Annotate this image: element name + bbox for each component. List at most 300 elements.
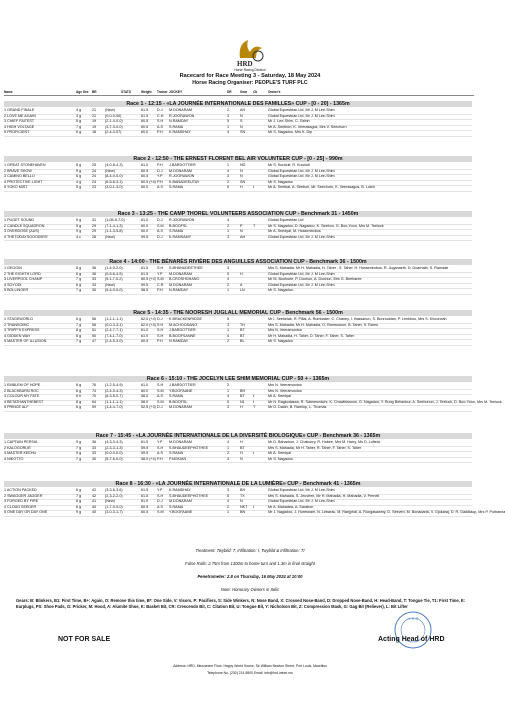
runner-rating: 41 (92, 499, 97, 504)
runner-name: 3 CAMINO BELLO (4, 174, 35, 179)
runner-draw: 3 (227, 266, 230, 270)
runner-gear: H (240, 405, 243, 410)
runner-gear: BN (240, 510, 246, 515)
runner-age-sex: 6 g (76, 317, 82, 321)
runner-trainer: A.S (157, 185, 163, 190)
runner-form: (1-4-4-7-0) (105, 405, 123, 410)
runner-trainer: S.M (157, 277, 164, 282)
runner-age-sex: 7 g (76, 493, 82, 498)
runner-row (4, 235, 472, 242)
runner-cb: T (253, 223, 256, 228)
runner-draw: 1 (227, 388, 230, 393)
runner-weight: 52.5 (+3) (141, 405, 156, 410)
runner-jockey: M.DONARAM (169, 499, 192, 504)
col-jockey: JOCKEY (169, 90, 183, 94)
runner-form: (1-1-1-1-1) (105, 317, 123, 321)
runner-age-sex: 7 g (76, 445, 82, 450)
runner-name: 1 GREAT STONEHAVEN (4, 163, 46, 167)
runner-jockey: S.BHAUDEEPHOTHEE (169, 493, 209, 498)
runner-age-sex: 9 g (76, 229, 82, 234)
runner-jockey: S.BHANUDEETHEE (169, 266, 203, 270)
runner-gear: BT (240, 445, 245, 450)
runner-trainer: Y.P (157, 271, 163, 276)
runner-draw: 3 (227, 322, 230, 327)
runner-name: 3 COLOUR MY FATE (4, 394, 40, 399)
col-gear: Gear (240, 90, 248, 94)
runner-draw: 2 (227, 108, 230, 112)
runner-age-sex: 4 g (76, 113, 82, 118)
runner-owner: Mr J. Lee-Shim, C. Gebin (268, 119, 310, 124)
runner-age-sex: 8 g (76, 163, 82, 167)
runner-name: 5 PROFICIENT (4, 130, 30, 135)
runner-weight: 61.0 (141, 333, 149, 338)
runner-age-sex: 9 g (76, 451, 82, 456)
runner-draw: 4 (227, 440, 230, 444)
hrd-logo (232, 34, 268, 68)
runner-trainer: C.H (157, 113, 164, 118)
runner-row (4, 185, 472, 192)
runner-rating: 36 (92, 266, 97, 270)
runner-gear: H (240, 185, 243, 190)
runner-weight: 60.5 (141, 168, 149, 173)
runner-owner: Mr N. Ragkodasan, R. Sammunduhr, K. Chowtkissoon, G. Nagadoo, Y. Rung Behadour, A. Seebunun, J. Teeluck, D. Boo-Yoon, Mrs M. Teeluck (268, 399, 502, 404)
runner-form: (1-4-0-2-0) (105, 266, 123, 270)
runner-owner: Mr J. Nagadoo, J. Huresnam, N. Lebarac, M. Ranjphal, A. Rungasawmy, D. Seeven, M. Bonadarta, V. Gjokaraj, D. R. Gaddiaup, Mrs P. Puthanna (268, 510, 505, 515)
runner-age-sex: 6 g (76, 130, 82, 135)
runner-jockey: M.DONARAM (169, 405, 192, 410)
race-header: Race 6 - 15:10 - THE JOCELYN LEE SHIM MEMORIAL CUP - 50 + - 1365m (4, 376, 472, 382)
runner-form: (3-3-6-3-6) (105, 488, 123, 492)
runner-owner: Mrs S. Mahadia, S. Jeuveen, Mr H. Mahadia, H. Mahadia, V. Pernell (268, 493, 380, 498)
runner-weight: 62.0 (+4) (141, 322, 156, 327)
runner-owner: Mr A. Seedyal, M. Hossenbobus (268, 229, 321, 234)
col-stats: STATS (121, 90, 131, 94)
runner-draw: 2 (227, 383, 230, 387)
runner-row (4, 339, 472, 346)
runner-rating: 19 (92, 124, 97, 129)
footer-telephone: Telephone No. (230) 214 8800 Email: info@hrd.intnet.mu (207, 671, 293, 675)
runner-jockey: K.RAMSAMY (169, 234, 192, 239)
not-for-sale: NOT FOR SALE (58, 636, 111, 643)
runner-jockey: P.NOKIAN (169, 456, 187, 461)
runner-trainer: Y.P (157, 440, 163, 444)
runner-owner: Mr S. Nagadoo (268, 288, 293, 293)
runner-gear: N (240, 124, 243, 129)
runner-name: 5 ONE DAY OR DAY ONE (4, 510, 48, 515)
runner-jockey: M.ACHOOSANO (169, 322, 198, 327)
runner-weight: 60.5 (141, 504, 149, 509)
col-draw: DR (227, 90, 232, 94)
runner-weight: 60.0 (141, 223, 149, 228)
runner-form: (5-1-7-0-2) (105, 277, 123, 282)
runner-form: (1-2-5-4-9) (105, 383, 123, 387)
runner-age-sex: 5 g (76, 185, 82, 190)
runner-gear: S (240, 119, 243, 124)
runner-weight: 58.0 (141, 394, 149, 399)
runner-gear: N (240, 229, 243, 234)
runner-name: 4 CLOUD SEEDER (4, 504, 37, 509)
runner-jockey: S.RAMA (169, 229, 184, 234)
runner-age-sex: 4 c (76, 234, 81, 239)
runner-name: 4 BETATHANTHEBEST (4, 399, 44, 404)
runner-cb: t (253, 394, 255, 399)
runner-trainer: P.H (157, 163, 163, 167)
runner-owner: Mr A. Seetbon, K. Veerasagos, Mrs V. Seechurn (268, 124, 347, 129)
footer-address: Address: HRD, Mezzanine Floor, Happy World House, Sir William Newton Street, Port Louis, Mauritius (173, 664, 327, 668)
runner-trainer: C.R (157, 282, 164, 287)
runner-form: (2-4-0-4-3) (105, 388, 123, 393)
runner-gear: BH (240, 488, 246, 492)
runner-rating: 30 (92, 288, 97, 293)
runner-form: (3-7-3-0-0) (105, 124, 123, 129)
runner-name: 3 LIVERPOOL CHAMP (4, 277, 43, 282)
race-header: Race 4 - 14:00 - THE BÉNARÈS RIVIÈRE DES ANGUILLES ASSOCIATION CUP - Benchmark 36 - 1500m (4, 259, 472, 265)
runner-cb: t (253, 399, 255, 404)
runner-owner: Mr I. Seebelak, R. Pillai, A. Rumbaker, C. Chaney, I. Hassanun, S. Bunnoddan, P. Lenkboo, Mrs S. Khooneah (268, 317, 447, 321)
runner-jockey: S.RAMA (169, 185, 184, 190)
runner-rating: 76 (92, 383, 97, 387)
runner-trainer: A.S (157, 504, 163, 509)
runner-weight: 59.5 (141, 282, 149, 287)
runner-gear: N (240, 499, 243, 504)
runner-name: 1 ACTION PACKED (4, 488, 37, 492)
runner-trainer: D.J (157, 168, 163, 173)
race-header: Race 1 - 12:15 - «LA JOURNÉE INTERNATIONALE DES FAMILLES» CUP - [0 - 20] - 1365m (4, 101, 472, 107)
runner-draw: 3 (227, 456, 230, 461)
runner-form: (3-0-3-1-7) (105, 510, 123, 515)
runner-weight: 61.5 (141, 266, 149, 270)
runner-jockey: J.BARDOTTIER (169, 383, 196, 387)
runner-weight: 61.5 (141, 488, 149, 492)
runner-owner: Global Equestrian Ltd, Mr J. M Lee-Shim (268, 499, 335, 504)
runner-rating: 47 (92, 339, 97, 344)
runner-age-sex: 8 g (76, 266, 82, 270)
runner-age-sex: 6 g (76, 388, 82, 393)
runner-row (4, 457, 472, 464)
runner-name: 5 YOKO MIST (4, 185, 28, 190)
runner-rating: 42 (92, 493, 97, 498)
runner-age-sex: 6 g (76, 504, 82, 509)
runner-weight: 61.0 (141, 218, 149, 222)
runner-weight: 59.5 (141, 451, 149, 456)
runner-rating: 70 (92, 394, 97, 399)
runner-rating: 18 (92, 130, 97, 135)
runner-age-sex: 4 g (76, 179, 82, 184)
runner-draw: 1 (227, 124, 230, 129)
runner-form: (0-0-0-0-0) (105, 451, 123, 456)
runner-age-sex: 6 g (76, 333, 82, 338)
runner-gear: SN (240, 179, 246, 184)
runner-rating: 64 (92, 399, 97, 404)
runner-age-sex: 9 g (76, 510, 82, 515)
runner-owner: Global Equestrian Ltd, Mr J. M Lee-Shim (268, 271, 335, 276)
runner-draw: 3 (227, 174, 230, 179)
runner-form: (4-0-8-4-3) (105, 163, 123, 167)
runner-age-sex: 6 g (76, 405, 82, 410)
runner-draw: 1 (227, 510, 230, 515)
runner-weight: 59.5 (141, 445, 149, 450)
col-cb: Cb (253, 90, 258, 94)
runner-trainer: S.H (157, 266, 164, 270)
runner-weight: 60.5 (+4) (141, 179, 156, 184)
runner-rating: 51 (92, 328, 97, 333)
race-header: Race 5 - 14:35 - THE NOORESH JUGLALL MEMORIAL CUP - Benchmark 56 - 1500m (4, 310, 472, 316)
runner-owner: Mr D. Dadin, B. Ramlup, L. Thomas (268, 405, 327, 410)
runner-owner: Mr M. Boohuee, P. Doohun, A. Doohun, Mrs G. Beeharee (268, 277, 362, 282)
runner-name: 4 HIGH VOLTAGE (4, 124, 35, 129)
runner-jockey: M.DONARAM (169, 108, 192, 112)
runner-owner: Global Equestrian Ltd, Mr J. M Lee-Shim (268, 113, 335, 118)
runner-row (4, 288, 472, 295)
runner-age-sex: 6 g (76, 174, 82, 179)
runner-name: 2 SWAGGER JAGGER (4, 493, 43, 498)
runner-trainer: P.H (157, 339, 163, 344)
runner-jockey: B.BOOFSL (169, 223, 188, 228)
runner-gear: TX (240, 493, 245, 498)
racecard-title: Racecard for Race Meeting 3 - Saturday, 18 May 2024 (179, 73, 321, 79)
runner-form: (New) (105, 234, 115, 239)
runner-rating: 42 (92, 488, 97, 492)
runner-gear: TH (240, 322, 245, 327)
treatment-note: Treatment: Twybild: T, Infiltration: I, Twybild & Infiltration: TI (195, 548, 305, 553)
runner-age-sex: 8 g (76, 328, 82, 333)
runner-owner: Global Equestrian Ltd, Mr J. M Lee-Shim (268, 174, 335, 179)
runner-weight: 60.5 (141, 124, 149, 129)
runner-trainer: S.M (157, 223, 164, 228)
runner-row (4, 405, 472, 412)
runner-weight: 60.5 (141, 339, 149, 344)
runner-rating: 24 (92, 179, 97, 184)
runner-age-sex: 8 g (76, 383, 82, 387)
runner-trainer: S.M (157, 388, 164, 393)
runner-form: (8-4-0-0-0) (105, 174, 123, 179)
runner-rating: 33 (92, 445, 97, 450)
runner-rating: 36 (92, 440, 97, 444)
runner-owner: Mrs S. Mahadia, Mr H. Taher, R. Taher, F. Taher, S. Taher (268, 445, 362, 450)
runner-form: (2-4-0-07) (105, 130, 122, 135)
runner-gear: H (240, 440, 243, 444)
runner-jockey: N.RAMDAY (169, 339, 189, 344)
runner-draw: 1 (227, 288, 230, 293)
runner-trainer: D.J (157, 108, 163, 112)
runner-draw: 4 (227, 130, 230, 135)
runner-form: (5-4-0-0-0) (105, 288, 123, 293)
runner-owner: Global Equestrian Ltd, Mr J. M Lee-Shim (268, 108, 335, 112)
runner-gear: BT (240, 333, 245, 338)
runner-draw: 4 (227, 277, 230, 282)
runner-age-sex: 4 g (76, 108, 82, 112)
runner-draw: 3 (227, 488, 230, 492)
runner-form: (7-1-4-1-3) (105, 223, 123, 228)
runner-form: (1-7-0-0-0) (105, 504, 123, 509)
runner-rating: 33 (92, 277, 97, 282)
runner-draw: 5 (227, 119, 230, 124)
runner-gear: P (240, 223, 243, 228)
runner-name: 4 GIDDEN WAY (4, 333, 31, 338)
runner-form: (New) (105, 168, 115, 173)
runner-age-sex: 7 g (76, 339, 82, 344)
runner-gear: NKT (240, 504, 248, 509)
runner-name: 5 PRINCE ALF (4, 405, 29, 410)
runner-draw: 5 (227, 271, 230, 276)
runner-cb: t (253, 451, 255, 456)
runner-draw: 1 (227, 163, 230, 167)
runner-rating: 29 (92, 229, 97, 234)
runner-gear: N (240, 174, 243, 179)
runner-trainer: P.H (157, 456, 163, 461)
col-weight: Weight (141, 90, 152, 94)
runner-form: (0-0-3-3-1) (105, 322, 123, 327)
runner-weight: 61.5 (141, 271, 149, 276)
runner-rating: 31 (92, 218, 97, 222)
runner-name: 1 EMBLEM OF HOPE (4, 383, 41, 387)
runner-rating: 59 (92, 405, 97, 410)
runner-age-sex: 6 g (76, 488, 82, 492)
runner-name: 3 OVERDOSE (AUS) (4, 229, 40, 234)
runner-jockey: K.RAMDHAY (169, 130, 191, 135)
false-rails-note: False Rails: 2.75m from 1300m to home turn and 1.3m in final straight (185, 561, 315, 566)
runner-weight: 61.0 (141, 328, 149, 333)
runner-draw: 5 (227, 493, 230, 498)
runner-gear: AH (240, 234, 246, 239)
runner-trainer: D.J (157, 234, 163, 239)
runner-owner: Mrs S. Mahadia, Mr H. Mahadia, O. Ramroukun, B. Taher, S. Ramo (268, 322, 378, 327)
runner-gear: H (240, 271, 243, 276)
runner-gear: N (240, 456, 243, 461)
runner-trainer: S.M (157, 399, 164, 404)
runner-rating: 50 (92, 333, 97, 338)
runner-weight: 60.5 (141, 119, 149, 124)
runner-gear: N (240, 168, 243, 173)
runner-form: (6-5-6-3-1) (105, 179, 123, 184)
runner-name: 2 LOVE ME AGAIN (4, 113, 36, 118)
race-header: Race 8 - 16:30 - «LA JOURNÉE INTERNATIONALE DE LA LUMIÈRE» CUP - Benchmark 41 - 1365m (4, 481, 472, 487)
col-horse: Name (4, 90, 13, 94)
runner-owner: Mr S. Nagadoo (268, 179, 293, 184)
runner-name: 5 MASTER OF ILLUSION (4, 339, 47, 344)
runner-age-sex: 7 g (76, 124, 82, 129)
runner-name: 4 PROTECTIVE LIGHT (4, 179, 43, 184)
runner-row (4, 510, 505, 517)
runner-trainer: A.S (157, 394, 163, 399)
runner-name: 2 BRAVE SHOW (4, 168, 32, 173)
runner-rating: 24 (92, 168, 97, 173)
stamp-text: H R D (407, 616, 419, 621)
runner-rating: 56 (92, 317, 97, 321)
col-rtg: BR (92, 90, 97, 94)
runner-jockey: M.DONARAM (169, 282, 192, 287)
runner-form: (2-4-7-7-1) (105, 328, 123, 333)
runner-owner: Mr S. Nagadoo, D. Nagadoo, K. Seebon, G. Boo-Yoon, Mrs M. Teeluck (268, 223, 384, 228)
penetrometer-note: Penetrometer: 2.8 on Thursday, 16 May 2024 at 10:00 (197, 574, 303, 579)
runner-name: 2 CANDLE SQUADRON (4, 223, 45, 228)
runner-jockey: S.BHAUDEEPHOTHEE (169, 445, 209, 450)
runner-form: (0-0-0-00) (105, 113, 122, 118)
runner-jockey: J.BARDOTTIER (169, 328, 196, 333)
runner-rating: 33 (92, 282, 97, 287)
runner-form: (1-1-1-1-1) (105, 399, 123, 404)
runner-name: 3 TRIPP'S EXPRESS (4, 328, 40, 333)
runner-rating: 30 (92, 456, 97, 461)
column-header-row (4, 90, 474, 96)
runner-jockey: S.RAMA (169, 504, 184, 509)
runner-rating: 23 (92, 185, 97, 190)
runner-draw: 2 (227, 451, 230, 456)
runner-weight: 61.0 (141, 499, 149, 504)
runner-jockey: K.BRACKENRIDGE (169, 317, 202, 321)
runner-weight: 60.0 (141, 185, 149, 190)
runner-rating: 40 (92, 510, 97, 515)
runner-jockey: S.RAMA (169, 394, 184, 399)
acting-head-signoff: Acting Head of HRD (378, 636, 445, 643)
runner-weight: 60.0 (141, 229, 149, 234)
runner-jockey: B.BOOFSANNE (169, 333, 196, 338)
race-header: Race 2 - 12:50 - THE ERNEST FLORENT BEL AIR VOLUNTEER CUP - [0 - 25] - 990m (4, 156, 472, 162)
runner-weight: 60.0 (141, 130, 149, 135)
runner-name: 2 TRANSOMIC (4, 322, 30, 327)
runner-form: (1-05-5-7-0) (105, 218, 125, 222)
runner-draw: 5 (227, 399, 230, 404)
runner-jockey: N.RAMDAY (169, 288, 189, 293)
runner-jockey: K.BANADEEUTAY (169, 179, 200, 184)
runner-form: (New) (105, 282, 115, 287)
runner-age-sex: 5 g (76, 223, 82, 228)
runner-rating: 28 (92, 234, 97, 239)
runner-name: 1 GRAND FINALE (4, 108, 35, 112)
col-age: Age Sex (76, 90, 89, 94)
runner-jockey: J.BARDOTTIER (169, 163, 196, 167)
runner-name: 3 MASTER KEEHU (4, 451, 37, 456)
runner-jockey: Y.BOOFAANE (169, 388, 193, 393)
runner-owner: Global Equestrian Ltd, Mr J. M Lee-Shim (268, 282, 335, 287)
runner-weight: 59.5 (141, 234, 149, 239)
runner-weight: 61.5 (141, 108, 149, 112)
runner-rating: 29 (92, 223, 97, 228)
runner-rating: 33 (92, 451, 97, 456)
runner-owner: Global Equestrian Ltd, Mr J. M Lee-Shim (268, 488, 335, 492)
runner-draw: 3 (227, 234, 230, 239)
runner-gear: BT (240, 394, 245, 399)
runner-trainer: P.H (157, 288, 163, 293)
runner-gear: BL (240, 339, 245, 344)
runner-trainer: D.J (157, 499, 163, 504)
runner-draw: 2 (227, 339, 230, 344)
runner-owner: Mr A. Seetbal, A. Seebon, Mr. Seechurn, K. Veerasagos, B. Lutch (268, 185, 375, 190)
runner-trainer: P.H (157, 179, 163, 184)
runner-trainer: A.S (157, 451, 163, 456)
runner-weight: 61.5 (141, 493, 149, 498)
runner-jockey: M.DONARAM (169, 271, 192, 276)
runner-jockey: M.DONARAM (169, 168, 192, 173)
runner-owner: Mr A. Seedyal (268, 394, 291, 399)
runner-name: 4 NIKOTTO (4, 456, 24, 461)
col-owner: Owner's (268, 90, 281, 94)
runner-jockey: N.RAMDAY (169, 119, 189, 124)
runner-gear: BH (240, 388, 246, 393)
runner-trainer: A.S (157, 229, 163, 234)
runner-name: 2 KALOGORLIE (4, 445, 31, 450)
runner-form: (6-3-5-0-7) (105, 394, 123, 399)
runner-age-sex: 6 g (76, 271, 82, 276)
runner-form: (5-7-6-0-0) (105, 456, 123, 461)
runner-trainer: P.H (157, 130, 163, 135)
runner-form: (0-5-6-4-5) (105, 271, 123, 276)
runner-draw: 4 (227, 499, 230, 504)
runner-age-sex: 9 g (76, 440, 82, 444)
runner-age-sex: 6 h (76, 394, 82, 399)
runner-draw: 2 (227, 504, 230, 509)
runner-owner: Global Equestrian Ltd, Mr J. M Lee-Shim (268, 168, 335, 173)
